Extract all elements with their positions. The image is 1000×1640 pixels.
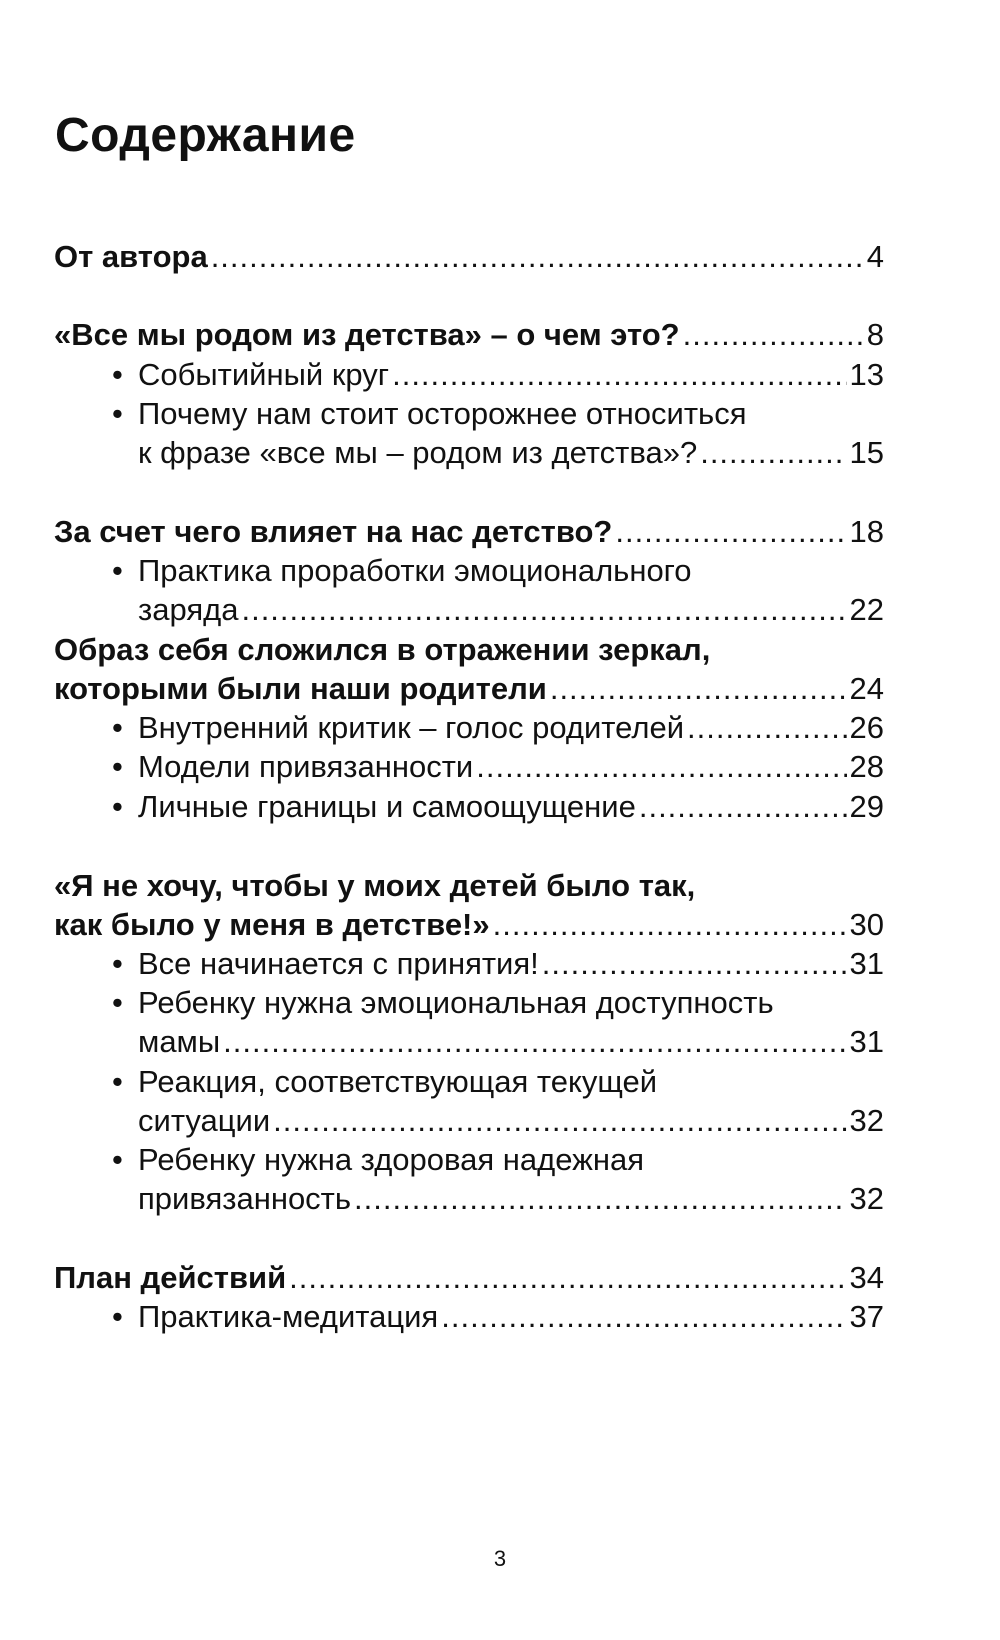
toc-page-number: 15 <box>849 435 884 470</box>
dot-leader <box>493 905 847 945</box>
toc-page-number: 8 <box>866 317 884 352</box>
toc-page-number: 32 <box>849 1181 884 1216</box>
toc-subentry <box>112 1140 884 1180</box>
toc-page-number: 22 <box>849 592 884 627</box>
dot-leader <box>223 1022 846 1062</box>
toc-entry-title: Все начинается с принятия! <box>138 946 539 981</box>
toc-entry-chapter-4-continuation <box>54 905 884 945</box>
toc-subentry <box>112 551 884 591</box>
toc-entry-title: ситуации <box>138 1103 271 1138</box>
toc-entry-title: Ребенку нужна эмоциональная доступность <box>138 985 774 1020</box>
toc-subentry <box>112 394 884 434</box>
toc-entry-title: Событийный круг <box>138 357 390 392</box>
toc-entry-author <box>54 237 884 277</box>
toc-entry-title: От автора <box>54 239 208 274</box>
toc-entry-title: заряда <box>138 592 239 627</box>
toc-entry-title: Модели привязанности <box>138 749 474 784</box>
toc-subentry-continuation <box>138 433 884 473</box>
dot-leader <box>687 708 847 748</box>
toc-entry-chapter-3 <box>54 630 884 670</box>
dot-leader <box>241 590 846 630</box>
toc-entry-title: Реакция, соответствующая текущей <box>138 1064 658 1099</box>
toc-page-number: 30 <box>849 907 884 942</box>
toc-page-number: 37 <box>849 1299 884 1334</box>
toc-entry-title: «Все мы родом из детства» – о чем это? <box>54 317 680 352</box>
toc-entry-chapter-3-continuation <box>54 669 884 709</box>
bullet-icon: • <box>112 396 123 431</box>
toc-entry-title: План действий <box>54 1260 287 1295</box>
toc-entry-title: «Я не хочу, чтобы у моих детей было так, <box>54 868 696 903</box>
bullet-icon: • <box>112 946 123 981</box>
toc-page-number: 29 <box>849 789 884 824</box>
dot-leader <box>639 787 847 827</box>
toc-subentry <box>112 708 884 748</box>
toc-subentry <box>112 355 884 395</box>
bullet-icon: • <box>112 1142 123 1177</box>
toc-page-number: 24 <box>849 671 884 706</box>
toc-page-number: 31 <box>849 1024 884 1059</box>
toc-entry-title: Почему нам стоит осторожнее относиться <box>138 396 747 431</box>
toc-page-number: 18 <box>849 514 884 549</box>
toc-entry-title: Практика проработки эмоционального <box>138 553 692 588</box>
toc-entry-title: мамы <box>138 1024 221 1059</box>
toc-entry-title: которыми были наши родители <box>54 671 547 706</box>
toc-subentry-continuation <box>138 1179 884 1219</box>
toc-page-number: 4 <box>866 239 884 274</box>
toc-page-number: 34 <box>849 1260 884 1295</box>
page-number: 3 <box>493 1546 507 1571</box>
page-title: Содержание <box>55 109 356 162</box>
bullet-icon: • <box>112 553 123 588</box>
toc-entry-chapter-4 <box>54 866 884 906</box>
toc-page-number: 28 <box>849 749 884 784</box>
dot-leader <box>542 944 847 984</box>
dot-leader <box>700 433 846 473</box>
toc-entry-chapter-1 <box>54 315 884 355</box>
bullet-icon: • <box>112 710 123 745</box>
toc-subentry <box>112 787 884 827</box>
toc-subentry <box>112 944 884 984</box>
toc-entry-title: Практика-медитация <box>138 1299 439 1334</box>
toc-entry-title: как было у меня в детстве!» <box>54 907 490 942</box>
toc-subentry-continuation <box>138 590 884 630</box>
dot-leader <box>615 512 846 552</box>
toc-entry-title: За счет чего влияет на нас детство? <box>54 514 613 549</box>
dot-leader <box>441 1297 846 1337</box>
dot-leader <box>211 237 864 277</box>
dot-leader <box>289 1258 846 1298</box>
dot-leader <box>476 747 846 787</box>
dot-leader <box>392 355 846 395</box>
dot-leader <box>354 1179 846 1219</box>
dot-leader <box>550 669 847 709</box>
toc-entry-title: к фразе «все мы – родом из детства»? <box>138 435 698 470</box>
toc-page-number: 13 <box>849 357 884 392</box>
bullet-icon: • <box>112 1299 123 1334</box>
bullet-icon: • <box>112 985 123 1020</box>
bullet-icon: • <box>112 789 123 824</box>
toc-subentry <box>112 747 884 787</box>
toc-entry-chapter-5 <box>54 1258 884 1298</box>
toc-page-number: 31 <box>849 946 884 981</box>
toc-page-number: 32 <box>849 1103 884 1138</box>
toc-subentry <box>112 983 884 1023</box>
toc-subentry-continuation <box>138 1022 884 1062</box>
toc-subentry <box>112 1297 884 1337</box>
toc-entry-title: Ребенку нужна здоровая надежная <box>138 1142 645 1177</box>
toc-entry-title: привязанность <box>138 1181 352 1216</box>
dot-leader <box>273 1101 846 1141</box>
toc-entry-title: Внутренний критик – голос родителей <box>138 710 685 745</box>
toc-subentry-continuation <box>138 1101 884 1141</box>
toc-entry-title: Личные границы и самоощущение <box>138 789 636 824</box>
dot-leader <box>683 315 864 355</box>
bullet-icon: • <box>112 749 123 784</box>
bullet-icon: • <box>112 357 123 392</box>
toc-page-number: 26 <box>849 710 884 745</box>
toc-subentry <box>112 1062 884 1102</box>
bullet-icon: • <box>112 1064 123 1099</box>
toc-entry-title: Образ себя сложился в отражении зеркал, <box>54 632 711 667</box>
toc-entry-chapter-2 <box>54 512 884 552</box>
